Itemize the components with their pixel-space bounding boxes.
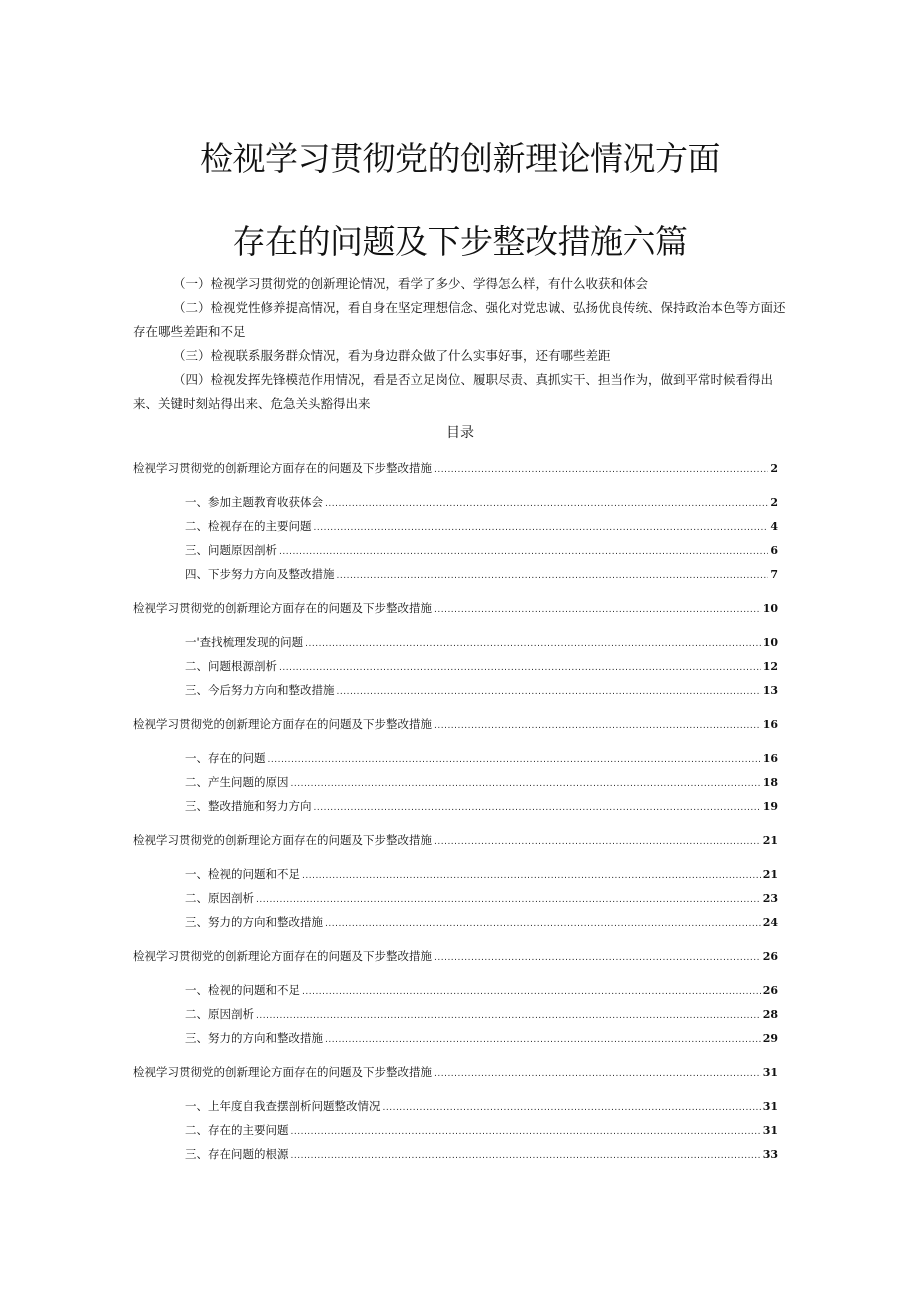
toc-page-number: 26 <box>762 950 778 963</box>
toc-entry-title: 二、存在的主要问题 <box>185 1123 289 1137</box>
toc-entry-title: 检视学习贯彻党的创新理论方面存在的问题及下步整改措施 <box>133 833 432 847</box>
toc-subentry[interactable] <box>133 794 778 818</box>
intro-paragraph: （三）检视联系服务群众情况，看为身边群众做了什么实事好事，还有哪些差距 <box>173 348 611 363</box>
toc-subentry[interactable] <box>133 514 778 538</box>
toc-entry-title: 二、产生问题的原因 <box>185 775 289 789</box>
toc-page-number: 16 <box>762 752 778 765</box>
toc-page-number: 4 <box>770 520 778 533</box>
dot-leader <box>383 1096 761 1120</box>
document-title-line-1: 检视学习贯彻党的创新理论情况方面 <box>200 139 720 178</box>
toc-section-entry[interactable] <box>133 596 778 620</box>
toc-page-number: 33 <box>762 1148 778 1161</box>
toc-subentry[interactable] <box>133 978 778 1002</box>
toc-entry-title: 一、检视的问题和不足 <box>185 983 300 997</box>
toc-section-entry[interactable] <box>133 712 778 736</box>
toc-subentry[interactable] <box>133 630 778 654</box>
dot-leader <box>337 680 761 704</box>
toc-subentry[interactable] <box>133 562 778 586</box>
dot-leader <box>314 796 761 820</box>
dot-leader <box>434 714 761 738</box>
toc-page-number: 6 <box>770 544 778 557</box>
toc-entry-title: 一、参加主题教育收获体会 <box>185 495 323 509</box>
dot-leader <box>291 772 761 796</box>
toc-entry-title: 检视学习贯彻党的创新理论方面存在的问题及下步整改措施 <box>133 461 432 475</box>
dot-leader <box>434 458 768 482</box>
toc-section-entry[interactable] <box>133 456 778 480</box>
toc-entry-title: 二、检视存在的主要问题 <box>185 519 312 533</box>
dot-leader <box>325 912 761 936</box>
toc-page-number: 21 <box>762 834 778 847</box>
toc-subentry[interactable] <box>133 886 778 910</box>
dot-leader <box>434 598 761 622</box>
toc-section-entry[interactable] <box>133 944 778 968</box>
toc-entry-title: 二、原因剖析 <box>185 891 254 905</box>
toc-section-entry[interactable] <box>133 1060 778 1084</box>
dot-leader <box>305 632 761 656</box>
toc-subentry[interactable] <box>133 862 778 886</box>
intro-paragraph: （二）检视党性修养提高情况，看自身在坚定理想信念、强化对党忠诚、弘扬优良传统、保持政治本色等方面还存在哪些差距和不足 <box>133 300 786 339</box>
toc-subentry[interactable] <box>133 1094 778 1118</box>
dot-leader <box>256 888 761 912</box>
toc-page-number: 29 <box>762 1032 778 1045</box>
dot-leader <box>279 540 768 564</box>
toc-page-number: 28 <box>762 1008 778 1021</box>
toc-entry-title: 检视学习贯彻党的创新理论方面存在的问题及下步整改措施 <box>133 1065 432 1079</box>
dot-leader <box>256 1004 761 1028</box>
toc-entry-title: 二、原因剖析 <box>185 1007 254 1021</box>
toc-page-number: 19 <box>762 800 778 813</box>
toc-entry-title: 检视学习贯彻党的创新理论方面存在的问题及下步整改措施 <box>133 717 432 731</box>
toc-entry-title: 二、问题根源剖析 <box>185 659 277 673</box>
toc-entry-title: 检视学习贯彻党的创新理论方面存在的问题及下步整改措施 <box>133 601 432 615</box>
toc-entry-title: 一'查找梳理发现的问题 <box>185 635 304 649</box>
dot-leader <box>434 946 761 970</box>
dot-leader <box>434 830 761 854</box>
toc-entry-title: 三、今后努力方向和整改措施 <box>185 683 335 697</box>
toc-entry-title: 三、整改措施和努力方向 <box>185 799 312 813</box>
dot-leader <box>325 1028 761 1052</box>
toc-page-number: 18 <box>762 776 778 789</box>
toc-subentry[interactable] <box>133 678 778 702</box>
toc-subentry[interactable] <box>133 654 778 678</box>
toc-page-number: 13 <box>762 684 778 697</box>
toc-entry-title: 一、上年度自我查摆剖析问题整改情况 <box>185 1099 381 1113</box>
toc-page-number: 7 <box>770 568 778 581</box>
toc-subentry[interactable] <box>133 1118 778 1142</box>
toc-page-number: 12 <box>762 660 778 673</box>
dot-leader <box>268 748 761 772</box>
intro-paragraph: （一）检视学习贯彻党的创新理论情况，看学了多少、学得怎么样，有什么收获和体会 <box>173 276 649 291</box>
toc-entry-title: 检视学习贯彻党的创新理论方面存在的问题及下步整改措施 <box>133 949 432 963</box>
toc-page-number: 10 <box>762 636 778 649</box>
dot-leader <box>279 656 761 680</box>
toc-page-number: 31 <box>762 1124 778 1137</box>
toc-section-entry[interactable] <box>133 828 778 852</box>
toc-heading: 目录 <box>446 425 474 441</box>
dot-leader <box>434 1062 761 1086</box>
toc-subentry[interactable] <box>133 1002 778 1026</box>
toc-subentry[interactable] <box>133 1026 778 1050</box>
toc-page-number: 31 <box>762 1066 778 1079</box>
toc-subentry[interactable] <box>133 1142 778 1166</box>
toc-subentry[interactable] <box>133 910 778 934</box>
dot-leader <box>337 564 769 588</box>
toc-page-number: 2 <box>770 496 778 509</box>
dot-leader <box>314 516 769 540</box>
toc-entry-title: 一、检视的问题和不足 <box>185 867 300 881</box>
toc-subentry[interactable] <box>133 490 778 514</box>
toc-page-number: 10 <box>762 602 778 615</box>
toc-page-number: 2 <box>770 462 778 475</box>
toc-page-number: 23 <box>762 892 778 905</box>
intro-paragraphs <box>133 272 793 416</box>
toc-subentry[interactable] <box>133 746 778 770</box>
toc-entry-title: 四、下步努力方向及整改措施 <box>185 567 335 581</box>
intro-paragraph: （四）检视发挥先锋模范作用情况，看是否立足岗位、履职尽责、真抓实干、担当作为，做到平常时候看得出来、关键时刻站得出来、危急关头豁得出来 <box>133 372 774 411</box>
toc-page-number: 16 <box>762 718 778 731</box>
toc-entry-title: 三、努力的方向和整改措施 <box>185 1031 323 1045</box>
toc-entry-title: 一、存在的问题 <box>185 751 266 765</box>
toc-page-number: 21 <box>762 868 778 881</box>
toc-subentry[interactable] <box>133 538 778 562</box>
toc-entry-title: 三、存在问题的根源 <box>185 1147 289 1161</box>
document-title-line-2: 存在的问题及下步整改措施六篇 <box>232 222 688 261</box>
toc-page-number: 26 <box>762 984 778 997</box>
table-of-contents <box>133 456 778 1166</box>
toc-page-number: 24 <box>762 916 778 929</box>
dot-leader <box>302 864 761 888</box>
dot-leader <box>302 980 761 1004</box>
toc-entry-title: 三、问题原因剖析 <box>185 543 277 557</box>
toc-page-number: 31 <box>762 1100 778 1113</box>
dot-leader <box>291 1144 761 1168</box>
dot-leader <box>291 1120 761 1144</box>
dot-leader <box>325 492 768 516</box>
toc-subentry[interactable] <box>133 770 778 794</box>
toc-entry-title: 三、努力的方向和整改措施 <box>185 915 323 929</box>
